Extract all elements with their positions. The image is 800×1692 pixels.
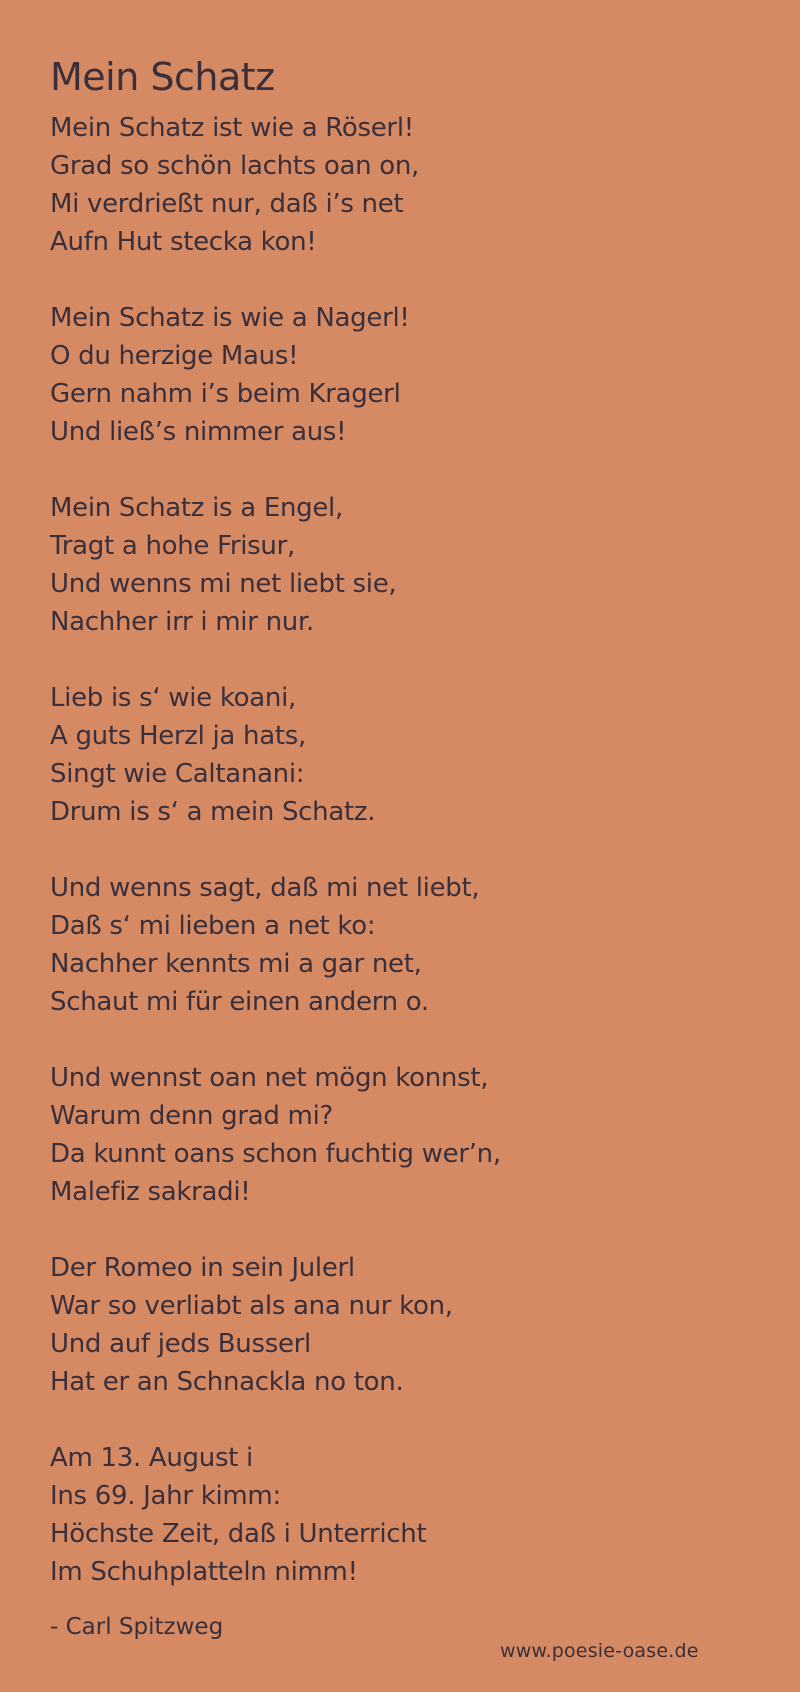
poem-line: Ins 69. Jahr kimm:: [50, 1481, 281, 1511]
stanza: [50, 679, 770, 831]
poem-title: Mein Schatz: [50, 55, 275, 99]
poem-line: Im Schuhplatteln nimm!: [50, 1557, 358, 1587]
poem-body: [50, 109, 770, 1629]
poem-line: Mein Schatz ist wie a Röserl!: [50, 113, 414, 143]
poem-line: Gern nahm i’s beim Kragerl: [50, 379, 401, 409]
poem-line: Und wennst oan net mögn konnst,: [50, 1063, 489, 1093]
poem-line: Und auf jeds Busserl: [50, 1329, 311, 1359]
poem-line: Höchste Zeit, daß i Unterricht: [50, 1519, 427, 1549]
poem-line: Mein Schatz is wie a Nagerl!: [50, 303, 410, 333]
website-link[interactable]: www.poesie-oase.de: [500, 1640, 699, 1662]
poem-line: Und wenns mi net liebt sie,: [50, 569, 397, 599]
poem-line: Und wenns sagt, daß mi net liebt,: [50, 873, 480, 903]
poem-line: Am 13. August i: [50, 1443, 253, 1473]
poem-line: Tragt a hohe Frisur,: [50, 531, 295, 561]
poem-line: Schaut mi für einen andern o.: [50, 987, 429, 1017]
poem-line: Und ließ’s nimmer aus!: [50, 417, 347, 447]
stanza: [50, 1059, 770, 1211]
stanza: [50, 299, 770, 451]
stanza: [50, 869, 770, 1021]
poem-line: Aufn Hut stecka kon!: [50, 227, 317, 257]
poem-line: Da kunnt oans schon fuchtig wer’n,: [50, 1139, 501, 1169]
poem-line: Der Romeo in sein Julerl: [50, 1253, 355, 1283]
poem-line: Hat er an Schnackla no ton.: [50, 1367, 404, 1397]
poem-line: Mi verdrießt nur, daß i’s net: [50, 189, 404, 219]
poem-line: Daß s‘ mi lieben a net ko:: [50, 911, 376, 941]
poem-line: Grad so schön lachts oan on,: [50, 151, 419, 181]
poem-line: Mein Schatz is a Engel,: [50, 493, 343, 523]
poem-line: Nachher irr i mir nur.: [50, 607, 314, 637]
stanza: [50, 109, 770, 261]
poem-line: Singt wie Caltanani:: [50, 759, 305, 789]
poem-line: Malefiz sakradi!: [50, 1177, 251, 1207]
poem-line: Warum denn grad mi?: [50, 1101, 334, 1131]
poem-line: Drum is s‘ a mein Schatz.: [50, 797, 376, 827]
poem-line: War so verliabt als ana nur kon,: [50, 1291, 453, 1321]
poem-line: Nachher kennts mi a gar net,: [50, 949, 422, 979]
poem-line: Lieb is s‘ wie koani,: [50, 683, 296, 713]
poem-line: A guts Herzl ja hats,: [50, 721, 306, 751]
stanza: [50, 1249, 770, 1401]
poem-line: O du herzige Maus!: [50, 341, 299, 371]
stanza: [50, 1439, 770, 1591]
stanza: [50, 489, 770, 641]
poem-author: - Carl Spitzweg: [50, 1614, 224, 1640]
